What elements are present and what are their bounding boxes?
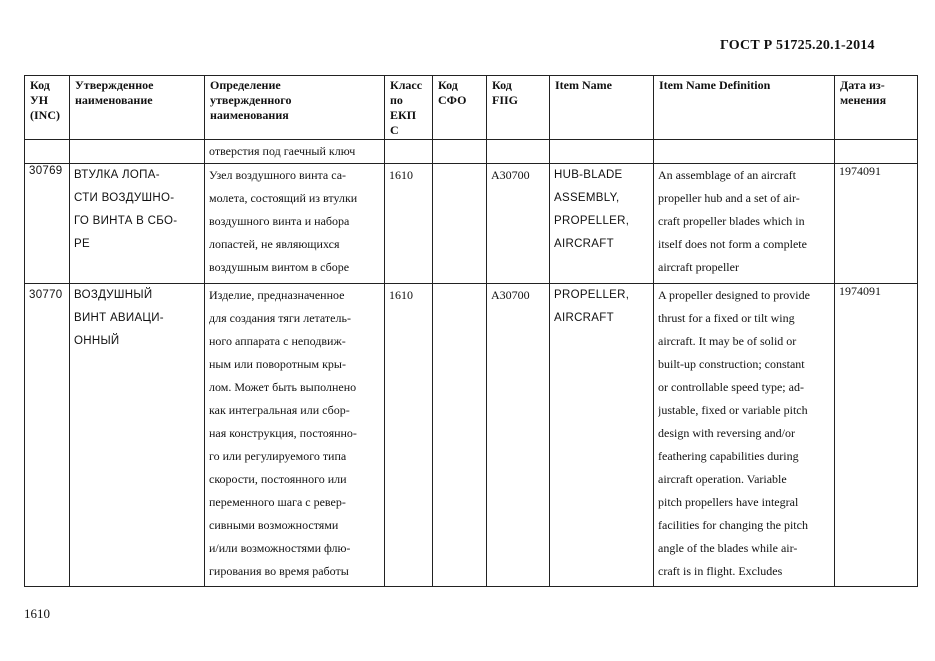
col-header-fiig: Код FIIG (487, 76, 550, 140)
catalog-table (24, 75, 918, 587)
cell-name: ВТУЛКА ЛОПА- СТИ ВОЗДУШНО- ГО ВИНТА В СБО- РЕ (70, 164, 205, 284)
col-header-definition: Определение утвержденного наименования (205, 76, 385, 140)
cell-definition: отверстия под гаечный ключ (205, 140, 385, 164)
cell-class: 1610 (385, 164, 433, 284)
col-header-item-name: Item Name (550, 76, 654, 140)
cell-fiig: A30700 (487, 164, 550, 284)
cell-name: ВОЗДУШНЫЙ ВИНТ АВИАЦИ- ОННЫЙ (70, 284, 205, 587)
cell-change-date: 1974091 (835, 284, 918, 587)
cell-item-definition: A propeller designed to provide thrust for a fixed or tilt wing aircraft. It may be of solid or built-up construction; constant or controllable speed type; ad- justable, fixed or variable pitch design with reversing and/or feathering capabilities during aircraft operation. Variable pitch propellers have integral facilities for changing the pitch angle of the blades while air- craft is in flight. Excludes (654, 284, 835, 587)
col-header-change-date: Дата из- менения (835, 76, 918, 140)
cell-sfo (433, 284, 487, 587)
table-header-row (25, 76, 918, 140)
cell-definition: Узел воздушного винта са- молета, состоящий из втулки воздушного винта и набора лопастей, не являющихся воздушным винтом в сборе (205, 164, 385, 284)
cell-item-name: PROPELLER, AIRCRAFT (550, 284, 654, 587)
table-row (25, 284, 918, 587)
col-header-item-definition: Item Name Definition (654, 76, 835, 140)
col-header-sfo: Код СФО (433, 76, 487, 140)
col-header-code: Код УН (INC) (25, 76, 70, 140)
cell-code: 30769 (25, 164, 70, 284)
cell-definition: Изделие, предназначенное для создания тяги летатель- ного аппарата с неподвиж- ным или поворотным кры- лом. Может быть выполнено как интегральная или сбор- ная конструкция, постоянно- го или регулируемого типа скорости, постоянного или переменного шага с ревер- сивными возможностями и/или возможностями флю- гирования во время работы (205, 284, 385, 587)
table-row-continuation (25, 140, 918, 164)
table-row (25, 164, 918, 284)
page-number: 1610 (24, 606, 50, 621)
cell-fiig: A30700 (487, 284, 550, 587)
col-header-name: Утвержденное наименование (70, 76, 205, 140)
cell-item-definition: An assemblage of an aircraft propeller hub and a set of air- craft propeller blades which in itself does not form a complete aircraft propeller (654, 164, 835, 284)
document-header: ГОСТ Р 51725.20.1-2014 (720, 38, 875, 53)
cell-class: 1610 (385, 284, 433, 587)
cell-sfo (433, 164, 487, 284)
col-header-class: Класс по ЕКП С (385, 76, 433, 140)
cell-change-date: 1974091 (835, 164, 918, 284)
cell-code: 30770 (25, 284, 70, 587)
cell-item-name: HUB-BLADE ASSEMBLY, PROPELLER, AIRCRAFT (550, 164, 654, 284)
